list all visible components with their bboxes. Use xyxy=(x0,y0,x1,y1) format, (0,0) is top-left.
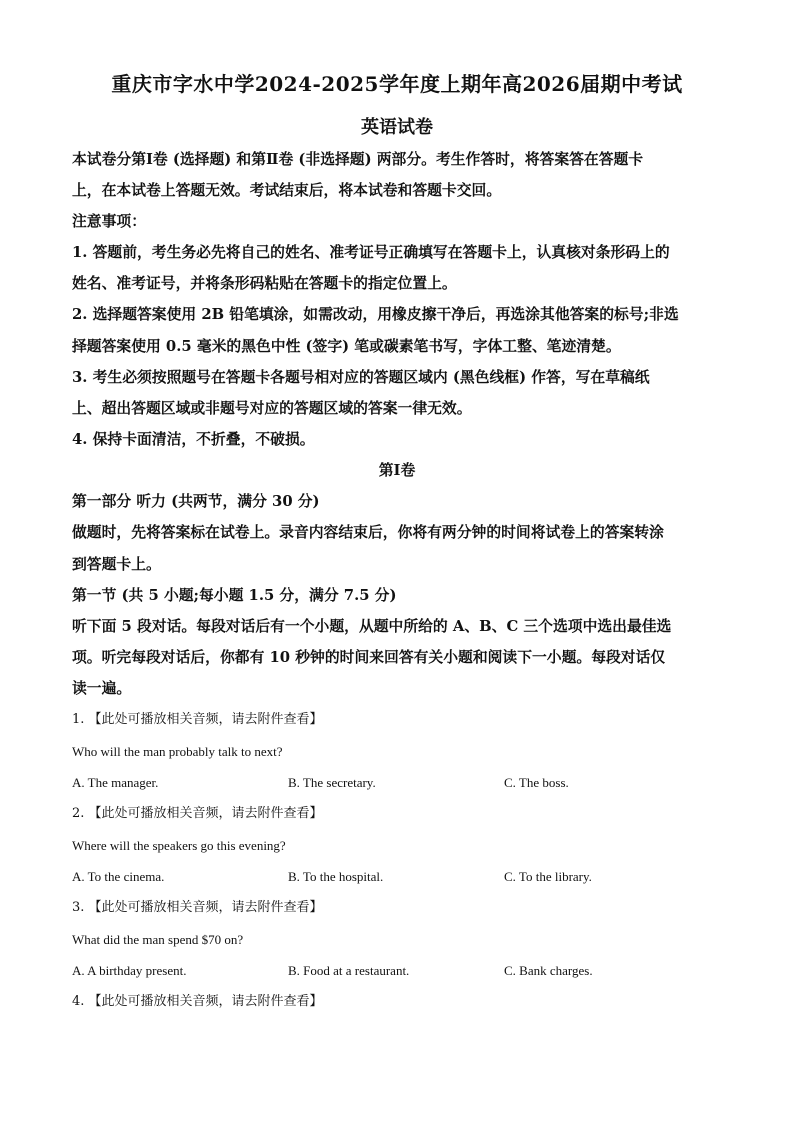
question-1-text: Who will the man probably talk to next? xyxy=(72,744,283,759)
question-2-option-c: C. To the library. xyxy=(504,869,592,884)
question-3-audio-note: 3. 【此处可播放相关音频，请去附件查看】 xyxy=(72,900,323,915)
question-1-option-b: B. The secretary. xyxy=(288,775,376,790)
note-line-1: 1. 答题前，考生务必先将自己的姓名、准考证号正确填写在答题卡上，认真核对条形码上的 xyxy=(72,244,670,261)
intro-line-1: 本试卷分第Ⅰ卷 (选择题) 和第Ⅱ卷 (非选择题) 两部分。考生作答时，将答案答在答题卡 xyxy=(72,151,644,168)
page-title: 重庆市字水中学2024-2025学年度上期年高2026届期中考试 xyxy=(111,72,683,96)
question-3-option-c: C. Bank charges. xyxy=(504,963,593,978)
note-line-2: 姓名、准考证号，并将条形码粘贴在答题卡的指定位置上。 xyxy=(72,275,457,292)
section1-instruction-3: 读一遍。 xyxy=(72,680,132,697)
question-1-audio-note: 1. 【此处可播放相关音频，请去附件查看】 xyxy=(72,712,323,727)
question-1-option-a: A. The manager. xyxy=(72,775,159,790)
note-line-7: 4. 保持卡面清洁，不折叠，不破损。 xyxy=(72,431,315,448)
section1-heading: 第一节 (共 5 小题;每小题 1.5 分，满分 7.5 分) xyxy=(72,587,397,604)
intro-line-2: 上，在本试卷上答题无效。考试结束后，将本试卷和答题卡交回。 xyxy=(72,182,502,199)
question-3-option-a: A. A birthday present. xyxy=(72,963,187,978)
notes-heading: 注意事项： xyxy=(72,213,146,230)
volume-label: 第I卷 xyxy=(378,462,416,479)
question-3-option-b: B. Food at a restaurant. xyxy=(288,963,410,978)
question-3-text: What did the man spend $70 on? xyxy=(72,932,244,947)
question-2-text: Where will the speakers go this evening? xyxy=(72,838,286,853)
question-2-option-b: B. To the hospital. xyxy=(288,869,384,884)
question-2-option-a: A. To the cinema. xyxy=(72,869,165,884)
part1-instruction-2: 到答题卡上。 xyxy=(72,556,161,573)
part1-heading: 第一部分 听力 (共两节，满分 30 分) xyxy=(72,493,320,510)
note-line-6: 上、超出答题区域或非题号对应的答题区域的答案一律无效。 xyxy=(72,400,472,417)
question-4-audio-note: 4. 【此处可播放相关音频，请去附件查看】 xyxy=(72,994,323,1009)
page-subtitle: 英语试卷 xyxy=(361,117,433,138)
part1-instruction-1: 做题时，先将答案标在试卷上。录音内容结束后，你将有两分钟的时间将试卷上的答案转涂 xyxy=(72,524,664,541)
question-1-option-c: C. The boss. xyxy=(504,775,569,790)
note-line-3: 2. 选择题答案使用 2B 铅笔填涂，如需改动，用橡皮擦干净后，再选涂其他答案的标号;非选 xyxy=(72,306,679,323)
note-line-5: 3. 考生必须按照题号在答题卡各题号相对应的答题区域内 (黑色线框) 作答，写在草稿纸 xyxy=(72,369,650,386)
question-2-audio-note: 2. 【此处可播放相关音频，请去附件查看】 xyxy=(72,806,323,821)
note-line-4: 择题答案使用 0.5 毫米的黑色中性 (签字) 笔或碳素笔书写，字体工整、笔迹清楚。 xyxy=(72,338,621,355)
section1-instruction-1: 听下面 5 段对话。每段对话后有一个小题，从题中所给的 A、B、C 三个选项中选出最佳选 xyxy=(72,618,672,635)
section1-instruction-2: 项。听完每段对话后，你都有 10 秒钟的时间来回答有关小题和阅读下一小题。每段对话仅 xyxy=(72,649,666,666)
